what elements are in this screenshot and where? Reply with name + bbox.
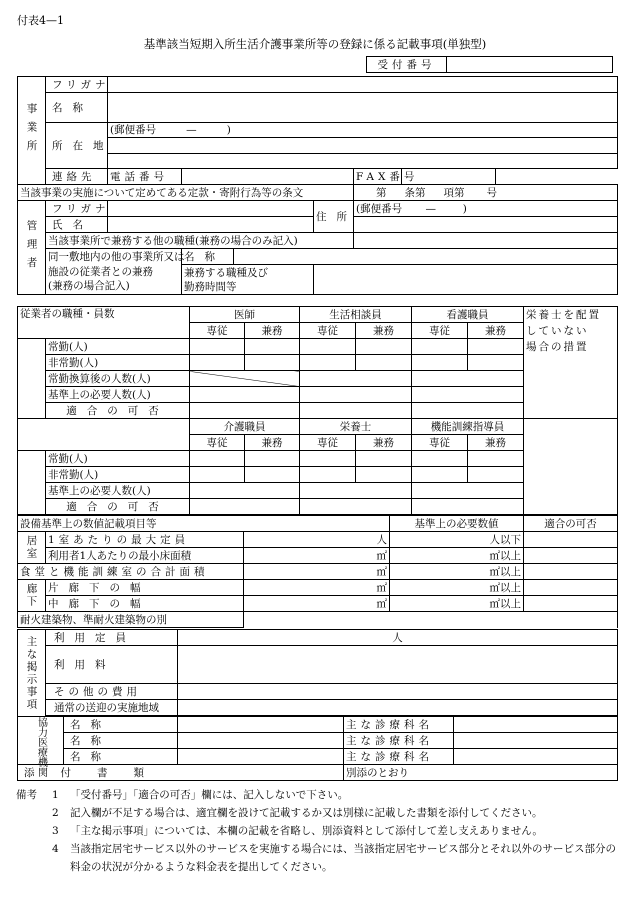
manager-other-office-label-2: 施設の従業者との兼務 (兼務の場合記入) <box>46 265 182 295</box>
note-text: 「主な掲示事項」については、本欄の記載を省略し、別添資料として添付して差し支えありません。 <box>70 825 543 837</box>
row-label: 常勤(人) <box>46 451 190 467</box>
cell[interactable] <box>300 451 356 467</box>
cell[interactable] <box>412 371 524 387</box>
cell[interactable] <box>468 467 524 483</box>
medical-name-label: 名称 <box>64 717 178 733</box>
sub-part: 兼務 <box>245 435 300 451</box>
medical-dept-field[interactable] <box>454 717 618 733</box>
row-label: 非常勤(人) <box>46 467 190 483</box>
cell[interactable] <box>356 467 412 483</box>
medical-dept-label: 主な診療科名 <box>344 733 454 749</box>
facility-row-label: 1室あたりの最大定員 <box>46 532 244 548</box>
cell[interactable] <box>356 355 412 371</box>
note-text: 記入欄が不足する場合は、適宜欄を設けて記載するか又は別様に記載した書類を添付してください。 <box>70 807 543 819</box>
notes-section <box>16 786 616 876</box>
receipt-table <box>366 56 613 73</box>
office-address-line2[interactable] <box>108 154 618 169</box>
cell[interactable] <box>300 403 412 419</box>
notice-fee-label: 利用料 <box>46 646 178 684</box>
manager-address-label: 住所 <box>314 201 354 233</box>
cell[interactable] <box>190 339 245 355</box>
facility-req[interactable]: ㎡以上 <box>390 596 524 612</box>
cell[interactable] <box>356 339 412 355</box>
facility-row-label: 食堂と機能訓練室の合計面積 <box>18 564 244 580</box>
notice-capacity-field[interactable]: 人 <box>178 630 618 646</box>
office-table <box>17 76 618 295</box>
row-label: 常勤(人) <box>46 339 190 355</box>
cell-diagonal <box>190 371 300 387</box>
cell[interactable] <box>190 483 300 499</box>
manager-office-name-label: 名称 <box>182 249 234 265</box>
manager-furigana-label: フリガナ <box>46 201 108 217</box>
row-label: 基準上の必要人数(人) <box>46 483 190 499</box>
row-label: 非常勤(人) <box>46 355 190 371</box>
note-text: 当該指定居宅サービス以外のサービスを実施する場合には、当該指定居宅サービス部分とそれ以外のサービス部分の料金の状況が分かるような料金表を提出してください。 <box>70 843 616 873</box>
facility-table <box>17 515 618 628</box>
room-group-label: 居室 <box>18 532 46 564</box>
cell[interactable] <box>245 339 300 355</box>
cell[interactable] <box>468 355 524 371</box>
office-name-field[interactable] <box>108 93 618 123</box>
staff-group-doctor: 医師 <box>190 307 300 323</box>
staff-group-counselor: 生活相談員 <box>300 307 412 323</box>
sub-full: 専従 <box>412 323 468 339</box>
facility-ok[interactable] <box>524 580 618 596</box>
sub-full: 専従 <box>412 435 468 451</box>
cell[interactable] <box>412 387 524 403</box>
office-phone-label: 電話番号 <box>108 169 182 185</box>
staff-group-rehab: 機能訓練指導員 <box>412 419 524 435</box>
medical-name-field[interactable] <box>178 749 344 765</box>
cell[interactable] <box>190 403 300 419</box>
cell[interactable] <box>412 451 468 467</box>
office-address-label: 所在地 <box>46 123 108 169</box>
facility-ok[interactable] <box>524 564 618 580</box>
manager-duty-hours-field[interactable] <box>314 265 618 295</box>
manager-address-field[interactable] <box>354 217 618 233</box>
medical-name-label: 名称 <box>64 749 178 765</box>
form-id: 付表4—1 <box>17 14 64 27</box>
medical-dept-label: 主な診療科名 <box>344 717 454 733</box>
office-name-label: 名称 <box>46 93 108 123</box>
fireproof-field-2 <box>390 612 524 628</box>
cell[interactable] <box>412 467 468 483</box>
facility-req[interactable]: ㎡以上 <box>390 580 524 596</box>
cell[interactable] <box>190 499 300 515</box>
facility-value[interactable]: ㎡ <box>244 596 390 612</box>
medical-name-field[interactable] <box>178 733 344 749</box>
note-item <box>16 840 616 876</box>
facility-value[interactable]: ㎡ <box>244 548 390 564</box>
office-furigana-field[interactable] <box>108 77 618 93</box>
articles-label: 当該事業の実施について定めてある定款・寄附行為等の条文 <box>18 185 354 201</box>
note-indent <box>16 804 52 822</box>
cell[interactable] <box>412 339 468 355</box>
cell[interactable] <box>412 499 524 515</box>
cell[interactable] <box>190 451 245 467</box>
fireproof-label: 耐火建築物、準耐火建築物の別 <box>18 612 244 628</box>
note-item <box>16 822 616 840</box>
sub-full: 専従 <box>190 323 245 339</box>
articles-field[interactable]: 第 条第 項第 号 <box>354 185 618 201</box>
office-phone-field[interactable] <box>182 169 354 185</box>
cell[interactable] <box>300 499 412 515</box>
attach-label: 添付書類 <box>18 765 344 781</box>
office-group-label: 事業所 <box>18 77 46 185</box>
note-num: 4 <box>52 843 59 855</box>
cell[interactable] <box>356 451 412 467</box>
staff-group-dietitian: 栄養士 <box>300 419 412 435</box>
facility-ok-label: 適合の可否 <box>524 516 618 532</box>
cell[interactable] <box>412 403 524 419</box>
sub-part: 兼務 <box>356 323 412 339</box>
sub-part: 兼務 <box>468 435 524 451</box>
facility-ok[interactable] <box>524 596 618 612</box>
note-num: 1 <box>52 789 59 801</box>
manager-name-label: 氏名 <box>46 217 108 233</box>
manager-duty-hours-label: 兼務する職種及び 勤務時間等 <box>182 265 314 295</box>
facility-value[interactable]: ㎡ <box>244 564 390 580</box>
row-label: 適合の可否 <box>46 499 190 515</box>
attach-value[interactable]: 別添のとおり <box>344 765 618 781</box>
facility-label: 設備基準上の数値記載項目等 <box>18 516 390 532</box>
notice-group-label: 主な掲示事項 <box>18 630 46 717</box>
notes-label: 備考 <box>16 789 37 801</box>
manager-other-office-label-1: 同一敷地内の他の事業所又は <box>46 249 182 265</box>
nutrition-note: 栄養士を配置 していない 場合の措置 <box>524 307 618 419</box>
manager-office-name-field[interactable] <box>234 249 618 265</box>
staff-group-nurse: 看護職員 <box>412 307 524 323</box>
manager-postal-field[interactable]: (郵便番号 — ) <box>354 201 618 217</box>
sub-full: 専従 <box>300 323 356 339</box>
facility-row-label: 片廊下の幅 <box>46 580 244 596</box>
staff-indent-2 <box>18 451 46 515</box>
staff-label: 従業者の職種・員数 <box>18 307 190 339</box>
cell[interactable] <box>245 355 300 371</box>
notice-table <box>17 629 618 781</box>
receipt-label: 受付番号 <box>367 57 447 73</box>
notice-other-fee-label: その他の費用 <box>46 684 178 700</box>
row-label: 基準上の必要人数(人) <box>46 387 190 403</box>
notice-transport-label: 通常の送迎の実施地域 <box>46 700 178 716</box>
facility-row-label: 中廊下の幅 <box>46 596 244 612</box>
medical-group-label: 協力医療機関 <box>18 717 64 765</box>
fireproof-field[interactable] <box>244 612 390 628</box>
cell[interactable] <box>190 355 245 371</box>
note-num: 3 <box>52 825 59 837</box>
facility-value[interactable]: 人 <box>244 532 390 548</box>
cell[interactable] <box>300 371 412 387</box>
sub-part: 兼務 <box>245 323 300 339</box>
sub-part: 兼務 <box>356 435 412 451</box>
sub-full: 専従 <box>300 435 356 451</box>
note-item <box>16 786 616 804</box>
manager-furigana-field[interactable] <box>108 201 314 217</box>
notice-fee-field[interactable] <box>178 646 618 684</box>
staff-right-blank <box>524 419 618 515</box>
facility-ok[interactable] <box>524 548 618 564</box>
cell[interactable] <box>300 339 356 355</box>
cell[interactable] <box>300 355 356 371</box>
cell[interactable] <box>468 451 524 467</box>
staff-table <box>17 306 618 515</box>
office-contact-label: 連絡先 <box>46 169 108 185</box>
medical-dept-label: 主な診療科名 <box>344 749 454 765</box>
notice-transport-field[interactable] <box>178 700 618 716</box>
sub-full: 専従 <box>190 435 245 451</box>
cell[interactable] <box>245 467 300 483</box>
notice-other-fee-field[interactable] <box>178 684 618 700</box>
sub-part: 兼務 <box>468 323 524 339</box>
manager-group-label: 管理者 <box>18 201 46 295</box>
medical-dept-field[interactable] <box>454 749 618 765</box>
cell[interactable] <box>412 355 468 371</box>
cell[interactable] <box>300 467 356 483</box>
cell[interactable] <box>300 483 412 499</box>
cell[interactable] <box>245 451 300 467</box>
note-indent <box>16 840 52 876</box>
facility-row-label: 利用者1人あたりの最小床面積 <box>46 548 244 564</box>
note-num: 2 <box>52 807 59 819</box>
staff-group-care: 介護職員 <box>190 419 300 435</box>
receipt-field[interactable] <box>447 57 613 73</box>
cell[interactable] <box>190 467 245 483</box>
manager-other-duty-field[interactable] <box>354 233 618 249</box>
staff-indent <box>18 339 46 419</box>
staff-blank <box>18 419 190 451</box>
facility-value[interactable]: ㎡ <box>244 580 390 596</box>
cell[interactable] <box>190 387 300 403</box>
note-indent <box>16 822 52 840</box>
medical-name-label: 名称 <box>64 733 178 749</box>
cell[interactable] <box>300 387 412 403</box>
row-label: 常勤換算後の人数(人) <box>46 371 190 387</box>
office-furigana-label: フリガナ <box>46 77 108 93</box>
facility-req-label: 基準上の必要数値 <box>390 516 524 532</box>
office-postal-field[interactable]: (郵便番号 — ) <box>108 123 618 138</box>
office-address-line1[interactable] <box>108 138 618 154</box>
fireproof-field-3 <box>524 612 618 628</box>
row-label: 適合の可否 <box>46 403 190 419</box>
note-text: 「受付番号」「適合の可否」欄には、記入しないで下さい。 <box>70 789 349 801</box>
facility-req[interactable]: 人以下 <box>390 532 524 548</box>
medical-name-field[interactable] <box>178 717 344 733</box>
corridor-group-label: 廊下 <box>18 580 46 612</box>
facility-req[interactable]: ㎡以上 <box>390 564 524 580</box>
cell[interactable] <box>412 483 524 499</box>
manager-name-field[interactable] <box>108 217 314 233</box>
cell[interactable] <box>468 339 524 355</box>
manager-other-duty-label: 当該事業所で兼務する他の職種(兼務の場合のみ記入) <box>46 233 354 249</box>
note-item <box>16 804 616 822</box>
office-fax-label: FAX番号 <box>354 169 402 185</box>
notice-capacity-label: 利用定員 <box>46 630 178 646</box>
facility-ok[interactable] <box>524 532 618 548</box>
facility-req[interactable]: ㎡以上 <box>390 548 524 564</box>
medical-dept-field[interactable] <box>454 733 618 749</box>
form-title: 基準該当短期入所生活介護事業所等の登録に係る記載事項(単独型) <box>143 37 487 51</box>
